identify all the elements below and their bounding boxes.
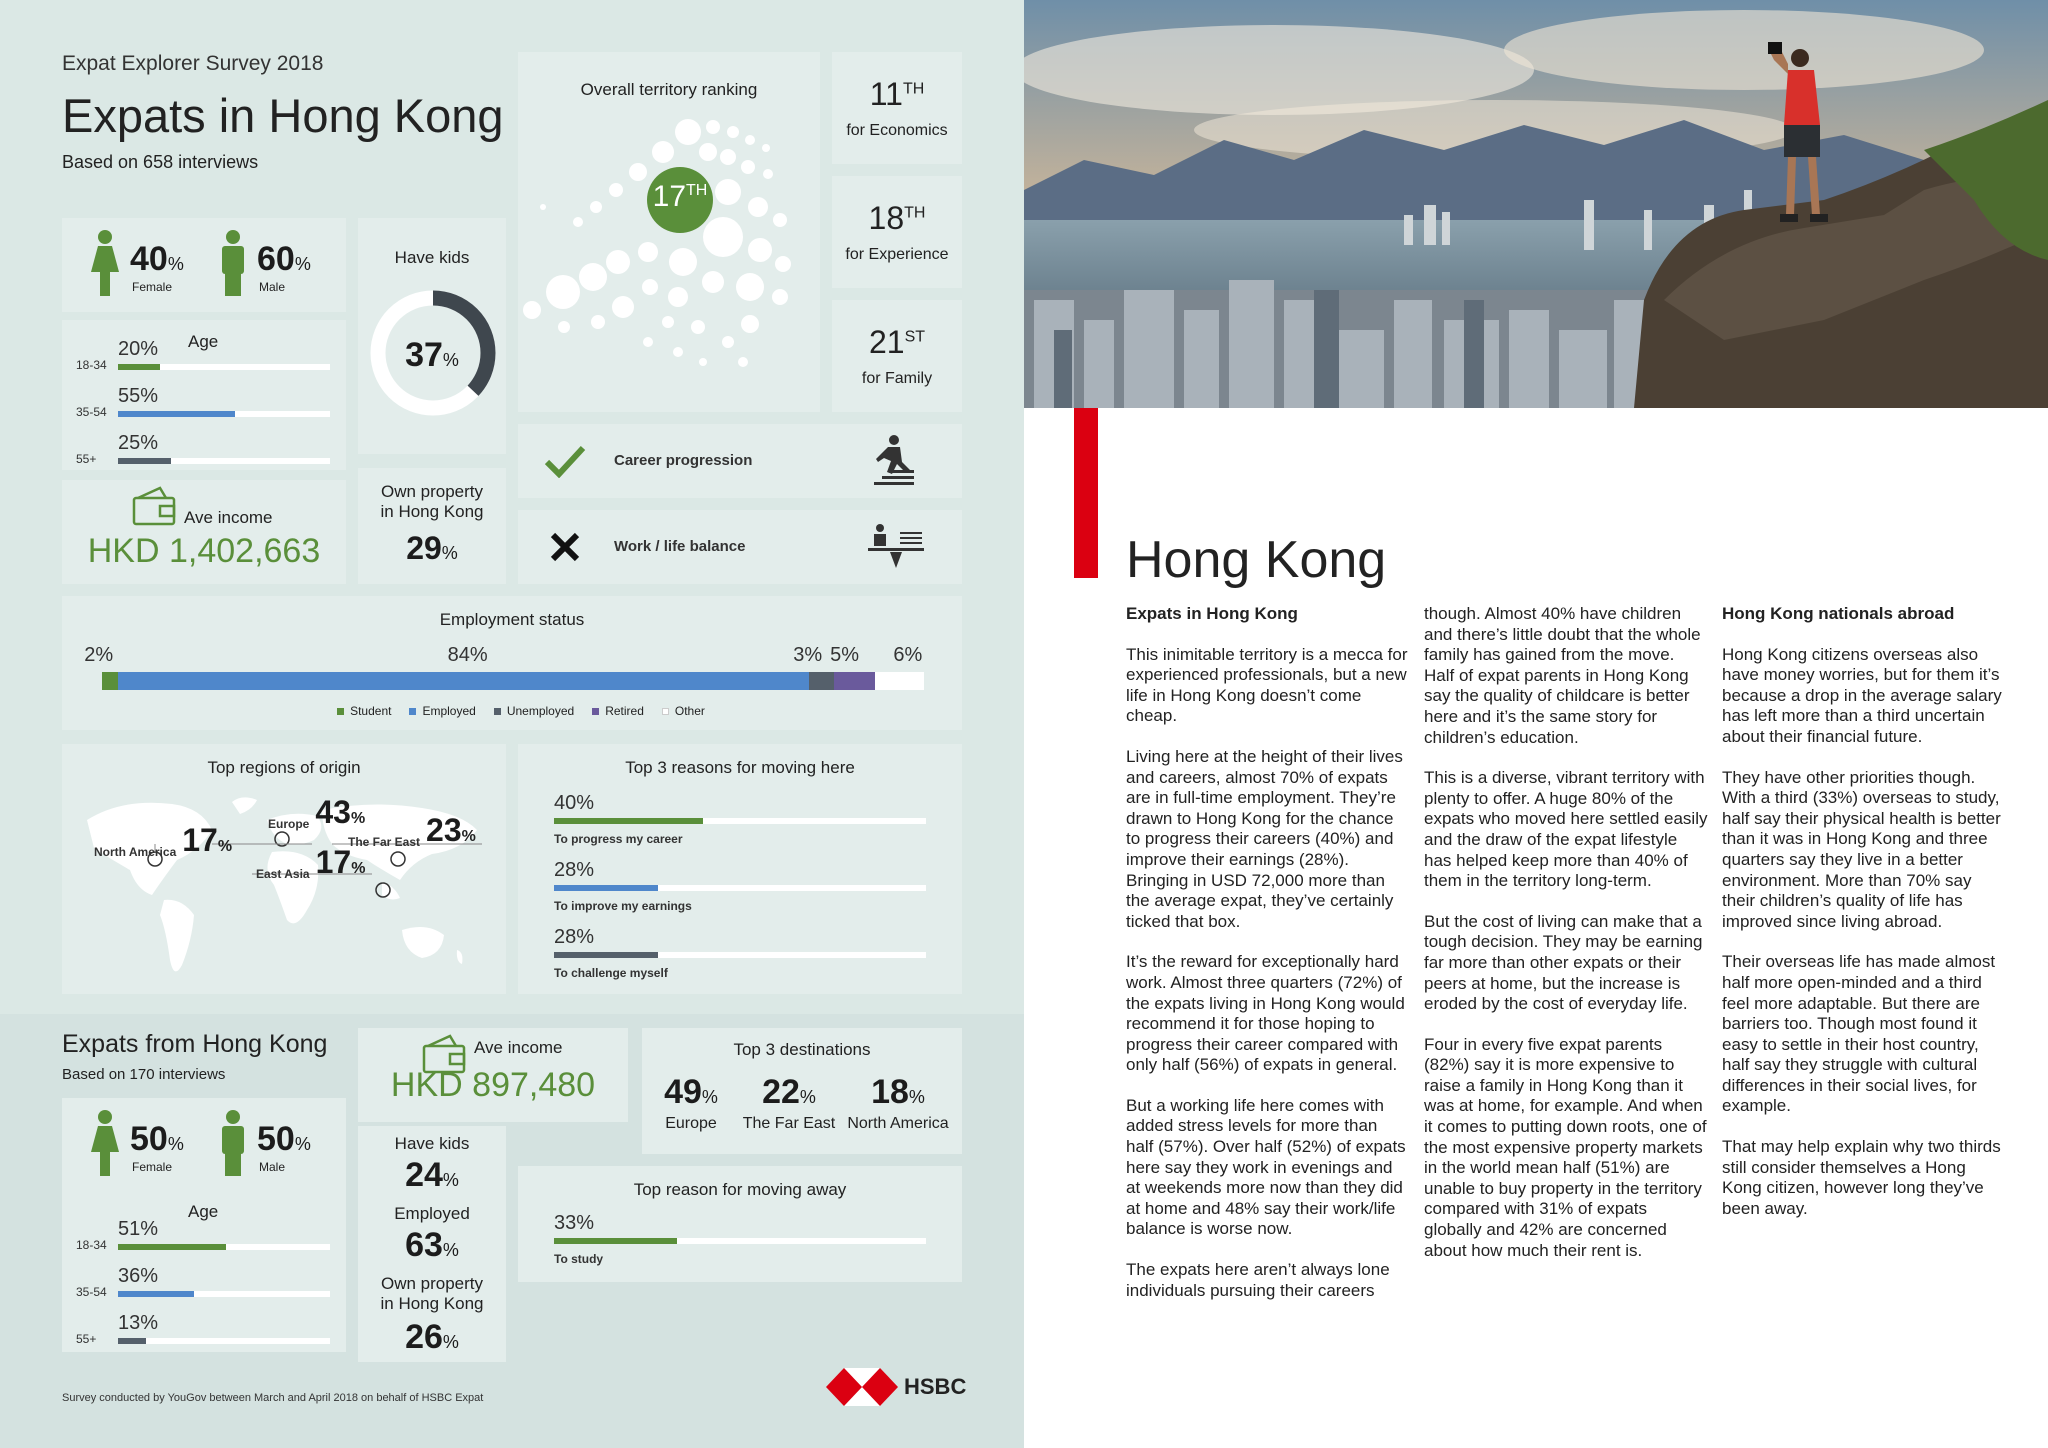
destination-unit: % bbox=[908, 1087, 925, 1107]
age-bar-fill bbox=[118, 411, 235, 417]
male-value: 60 bbox=[257, 240, 295, 278]
article-paragraph: But a working life here comes with added stress levels for more than half (57%). Over half (52%) of expats here say they work in evenings and at weekends more now than they did at home and 48% say their work/life balance is worse now. bbox=[1126, 1095, 1406, 1239]
reason-bar bbox=[554, 885, 926, 891]
age-range-label: 18-34 bbox=[76, 358, 107, 372]
from-subtitle: Based on 170 interviews bbox=[62, 1066, 226, 1083]
age-bar bbox=[118, 364, 330, 370]
employment-label: 5% bbox=[830, 644, 860, 666]
employment-label: 2% bbox=[84, 644, 114, 666]
legend-swatch bbox=[494, 708, 501, 715]
employment-label: 84% bbox=[447, 644, 488, 666]
male-icon bbox=[219, 230, 247, 296]
ranking-bubbles bbox=[518, 112, 820, 412]
age-bar bbox=[118, 1291, 330, 1297]
region-name: Europe bbox=[268, 817, 310, 831]
destination-number: 18 bbox=[871, 1073, 909, 1111]
employment-legend bbox=[62, 704, 962, 718]
property-panel: Own property in Hong Kong 29% bbox=[358, 468, 506, 584]
article-heading-1: Expats in Hong Kong bbox=[1126, 604, 1298, 623]
from-age-panel bbox=[62, 1192, 346, 1352]
employment-segment bbox=[118, 672, 808, 690]
age-title: Age bbox=[188, 332, 219, 351]
from-male-label: Male bbox=[259, 1160, 286, 1174]
regions-title: Top regions of origin bbox=[207, 758, 361, 777]
article-paragraph: It’s the reward for exceptionally hard work. Almost three quarters (72%) of the expats living in Hong Kong would recommend it for those hoping to progress their career compared with only half (56%) of expats in general. bbox=[1126, 952, 1405, 1075]
reason-bar-fill bbox=[554, 818, 703, 824]
rank-suffix: TH bbox=[904, 204, 926, 222]
wallet-icon bbox=[132, 486, 176, 526]
from-kids-value: 24 bbox=[405, 1156, 443, 1194]
regions-panel bbox=[62, 744, 506, 994]
from-employed-title: Employed bbox=[394, 1204, 470, 1223]
age-pct: 55% bbox=[118, 385, 159, 407]
rank-label: for Experience bbox=[845, 246, 949, 263]
from-female-label: Female bbox=[132, 1160, 173, 1174]
reason-bar-fill bbox=[554, 952, 658, 958]
legend-label: Other bbox=[674, 704, 705, 718]
article-paragraph: The expats here aren’t always lone individuals pursuing their careers bbox=[1126, 1260, 1390, 1300]
region-unit: % bbox=[351, 860, 366, 877]
region-value: 43 bbox=[315, 794, 351, 830]
legend-swatch bbox=[592, 708, 599, 715]
reason-bar bbox=[554, 952, 926, 958]
legend-swatch bbox=[409, 708, 416, 715]
rank-suffix: TH bbox=[902, 80, 925, 98]
career-stairs-icon bbox=[866, 434, 922, 490]
page-title: Expats in Hong Kong bbox=[62, 89, 504, 142]
kids-value: 37 bbox=[405, 336, 443, 374]
career-label: Career progression bbox=[614, 452, 753, 469]
ranking-panel bbox=[518, 52, 820, 412]
property-value: 29 bbox=[406, 530, 442, 566]
article-paragraph: Living here at the height of their lives and careers, almost 70% of expats are in full-time employment. They’re drawn to Hong Kong for the chance to progress their careers (40%) and improve their earnings (28%). Bringing in USD 72,000 more than the average expat, they’ve certainly ticked that box. bbox=[1126, 746, 1403, 931]
ranking-title: Overall territory ranking bbox=[580, 80, 758, 99]
ranking-badge: 17TH bbox=[652, 180, 708, 213]
employment-label: 6% bbox=[893, 644, 923, 666]
employment-bar bbox=[102, 672, 924, 690]
reason-pct: 40% bbox=[554, 792, 595, 814]
from-income-title: Ave income bbox=[474, 1038, 563, 1057]
reason-label: To improve my earnings bbox=[554, 899, 692, 913]
from-property-value: 26 bbox=[405, 1318, 443, 1356]
male-icon bbox=[219, 1110, 247, 1176]
female-icon bbox=[90, 230, 120, 296]
destination-name: North America bbox=[847, 1115, 949, 1132]
property-title: Own property bbox=[380, 482, 484, 501]
age-panel bbox=[62, 320, 346, 470]
legend-label: Student bbox=[350, 704, 392, 718]
footer-note: Survey conducted by YouGov between March and April 2018 on behalf of HSBC Expat bbox=[62, 1392, 484, 1404]
destination-unit: % bbox=[799, 1087, 816, 1107]
destination-item bbox=[642, 1074, 740, 1133]
article-column-1 bbox=[1126, 604, 1408, 1321]
worklife-label: Work / life balance bbox=[614, 538, 746, 555]
destination-value bbox=[834, 1074, 962, 1115]
age-range-label: 35-54 bbox=[76, 1285, 107, 1299]
female-icon bbox=[90, 1110, 120, 1176]
age-range-label: 35-54 bbox=[76, 405, 107, 419]
age-range-label: 55+ bbox=[76, 1332, 97, 1346]
worklife-panel bbox=[518, 510, 962, 584]
female-value: 40 bbox=[130, 240, 168, 278]
age-pct: 13% bbox=[118, 1312, 159, 1334]
rank-number bbox=[832, 76, 962, 113]
region-unit: % bbox=[461, 828, 476, 845]
region-unit: % bbox=[350, 810, 366, 827]
from-income-value: HKD 897,480 bbox=[390, 1066, 596, 1104]
destination-name: Europe bbox=[665, 1115, 717, 1132]
female-label: Female bbox=[132, 280, 173, 294]
destination-number: 49 bbox=[664, 1073, 702, 1111]
rank-suffix: ST bbox=[904, 328, 926, 346]
employment-segment bbox=[875, 672, 924, 690]
article-paragraph: But the cost of living can make that a tough decision. They may be earning far more than other expats or their peers at home, but the increase is eroded by the cost of everyday life. bbox=[1424, 911, 1703, 1014]
article-title: Hong Kong bbox=[1126, 531, 1387, 589]
from-kids-title: Have kids bbox=[394, 1134, 470, 1153]
destinations-title: Top 3 destinations bbox=[733, 1040, 871, 1059]
article-paragraph: Four in every five expat parents (82%) say it is more expensive to raise a family in Hong Kong than it was at home, for example. And when it comes to putting down roots, one of the most expensive property markets in the world mean half (51%) are unable to buy property in the territory compared with 31% of expats globally and 42% are concerned about how much their rent is. bbox=[1424, 1034, 1707, 1260]
rank-number bbox=[832, 324, 962, 361]
red-accent-bar bbox=[1074, 408, 1098, 578]
legend-label: Unemployed bbox=[506, 704, 575, 718]
region-value: 17 bbox=[182, 822, 218, 858]
age-range-label: 18-34 bbox=[76, 1238, 107, 1252]
from-property-title: Own property bbox=[380, 1274, 484, 1293]
away-label: To study bbox=[554, 1252, 604, 1266]
article-paragraph: This inimitable territory is a mecca for experienced professionals, but a new life in Hong Kong doesn’t come cheap. bbox=[1126, 644, 1408, 726]
age-pct: 20% bbox=[118, 338, 159, 360]
survey-label: Expat Explorer Survey 2018 bbox=[62, 52, 324, 75]
career-panel bbox=[518, 424, 962, 498]
income-panel bbox=[62, 480, 346, 584]
age-bar-fill bbox=[118, 364, 160, 370]
article-paragraph: This is a diverse, vibrant territory with plenty to offer. A huge 80% of the expats who moved here settled easily and the draw of the expat lifestyle has helped keep more than 40% of them in the territory long-term. bbox=[1424, 768, 1708, 891]
reason-bar bbox=[554, 818, 926, 824]
cross-icon bbox=[550, 532, 580, 562]
rank-card bbox=[832, 300, 962, 412]
male-label: Male bbox=[259, 280, 286, 294]
region-label bbox=[94, 822, 232, 859]
from-income-panel bbox=[358, 1028, 628, 1122]
age-pct: 36% bbox=[118, 1265, 159, 1287]
rank-label: for Family bbox=[861, 370, 933, 387]
legend-label: Employed bbox=[422, 704, 476, 718]
legend-swatch bbox=[662, 708, 669, 715]
age-bar-fill bbox=[118, 1244, 226, 1250]
article-paragraph: Hong Kong citizens overseas also have money worries, but for them it’s because a drop in the average salary has left more than a third uncertain about their financial future. bbox=[1722, 644, 2002, 746]
article-paragraph: That may help explain why two thirds still consider themselves a Hong Kong citizen, however long they’ve been away. bbox=[1722, 1137, 2001, 1218]
balance-scale-icon bbox=[866, 522, 926, 574]
destination-item bbox=[834, 1074, 962, 1133]
rank-card bbox=[832, 52, 962, 164]
reasons-title: Top 3 reasons for moving here bbox=[625, 758, 855, 777]
reason-pct: 28% bbox=[554, 926, 595, 948]
age-bar bbox=[118, 1244, 330, 1250]
rank-number-value: 21 bbox=[868, 324, 905, 360]
hsbc-logo-icon bbox=[826, 1368, 898, 1406]
kids-title: Have kids bbox=[394, 248, 470, 267]
article-paragraph: Their overseas life has made almost half more open-minded and a third feel more adaptable. But there are barriers too. Though most found it easy to settle in their host country, half say they struggle with cultural differences in their social lives, for example. bbox=[1722, 952, 1996, 1116]
article-column-3 bbox=[1722, 604, 2004, 1239]
income-value: HKD 1,402,663 bbox=[87, 532, 321, 570]
article-column-2 bbox=[1424, 604, 1708, 1281]
article-paragraph: They have other priorities though. With a third (33%) overseas to study, half say their physical health is better than it was in Hong Kong and three quarters say they live in a better environment. More than 70% say their children’s quality of life has improved since living abroad. bbox=[1722, 767, 2001, 931]
employment-segment bbox=[102, 672, 118, 690]
age-pct: 25% bbox=[118, 432, 159, 454]
destination-item bbox=[740, 1074, 838, 1133]
reasons-panel bbox=[518, 744, 962, 994]
destination-value bbox=[642, 1074, 740, 1115]
article-paragraph: though. Almost 40% have children and there’s little doubt that the whole family has gained from the move. Half of expat parents in Hong Kong say the quality of childcare is better here and it’s the same story for children’s education. bbox=[1424, 604, 1701, 747]
check-icon bbox=[544, 444, 586, 478]
from-age-title: Age bbox=[188, 1202, 219, 1221]
from-title: Expats from Hong Kong bbox=[62, 1030, 328, 1058]
destination-unit: % bbox=[701, 1087, 718, 1107]
age-bar bbox=[118, 411, 330, 417]
from-stats-panel: Have kids 24% Employed 63% Own property in Hong Kong 26% bbox=[358, 1126, 506, 1362]
rank-card bbox=[832, 176, 962, 288]
legend-label: Retired bbox=[605, 704, 644, 718]
employment-title: Employment status bbox=[439, 610, 585, 629]
rank-number-value: 18 bbox=[868, 200, 905, 236]
destination-value bbox=[740, 1074, 838, 1115]
employment-label: 3% bbox=[793, 644, 823, 666]
region-unit: % bbox=[217, 838, 233, 855]
kids-panel: Have kids 37% bbox=[358, 218, 506, 454]
income-title: Ave income bbox=[184, 508, 273, 527]
away-title: Top reason for moving away bbox=[633, 1180, 847, 1199]
away-panel bbox=[518, 1166, 962, 1282]
from-employed-value: 63 bbox=[405, 1226, 443, 1264]
region-name: North America bbox=[94, 845, 177, 859]
rank-number bbox=[832, 200, 962, 237]
rank-label: for Economics bbox=[846, 122, 948, 139]
reason-label: To progress my career bbox=[554, 832, 683, 846]
reason-label: To challenge myself bbox=[554, 966, 668, 980]
age-bar-fill bbox=[118, 1291, 194, 1297]
age-bar bbox=[118, 1338, 330, 1344]
employment-segment bbox=[834, 672, 875, 690]
age-bar-fill bbox=[118, 458, 171, 464]
hong-kong-skyline-image bbox=[1024, 0, 2048, 408]
destinations-panel bbox=[642, 1028, 962, 1154]
away-bar bbox=[554, 1238, 926, 1244]
rank-number-value: 11 bbox=[869, 76, 903, 112]
reason-pct: 28% bbox=[554, 859, 595, 881]
reason-bar-fill bbox=[554, 885, 658, 891]
away-bar-fill bbox=[554, 1238, 677, 1244]
from-female-value: 50 bbox=[130, 1120, 168, 1158]
age-pct: 51% bbox=[118, 1218, 159, 1240]
hsbc-wordmark: HSBC bbox=[904, 1374, 967, 1399]
region-name: The Far East bbox=[348, 835, 421, 849]
gender-panel: 40% Female 60% Male bbox=[62, 218, 346, 312]
employment-panel bbox=[62, 596, 962, 730]
article-heading-3: Hong Kong nationals abroad bbox=[1722, 604, 1955, 623]
from-gender-panel: 50% Female 50% Male bbox=[62, 1098, 346, 1192]
age-bar bbox=[118, 458, 330, 464]
region-label bbox=[348, 812, 476, 849]
age-bar-fill bbox=[118, 1338, 146, 1344]
hero-photo bbox=[1024, 0, 2048, 408]
legend-swatch bbox=[337, 708, 344, 715]
region-value: 23 bbox=[426, 812, 462, 848]
destination-name: The Far East bbox=[742, 1115, 836, 1132]
employment-segment bbox=[809, 672, 834, 690]
region-name: East Asia bbox=[256, 867, 310, 881]
region-value: 17 bbox=[315, 844, 352, 880]
page-subtitle: Based on 658 interviews bbox=[62, 152, 259, 172]
age-range-label: 55+ bbox=[76, 452, 97, 466]
from-male-value: 50 bbox=[257, 1120, 295, 1158]
destination-number: 22 bbox=[762, 1073, 800, 1111]
region-label bbox=[256, 844, 365, 881]
away-pct: 33% bbox=[554, 1212, 595, 1234]
